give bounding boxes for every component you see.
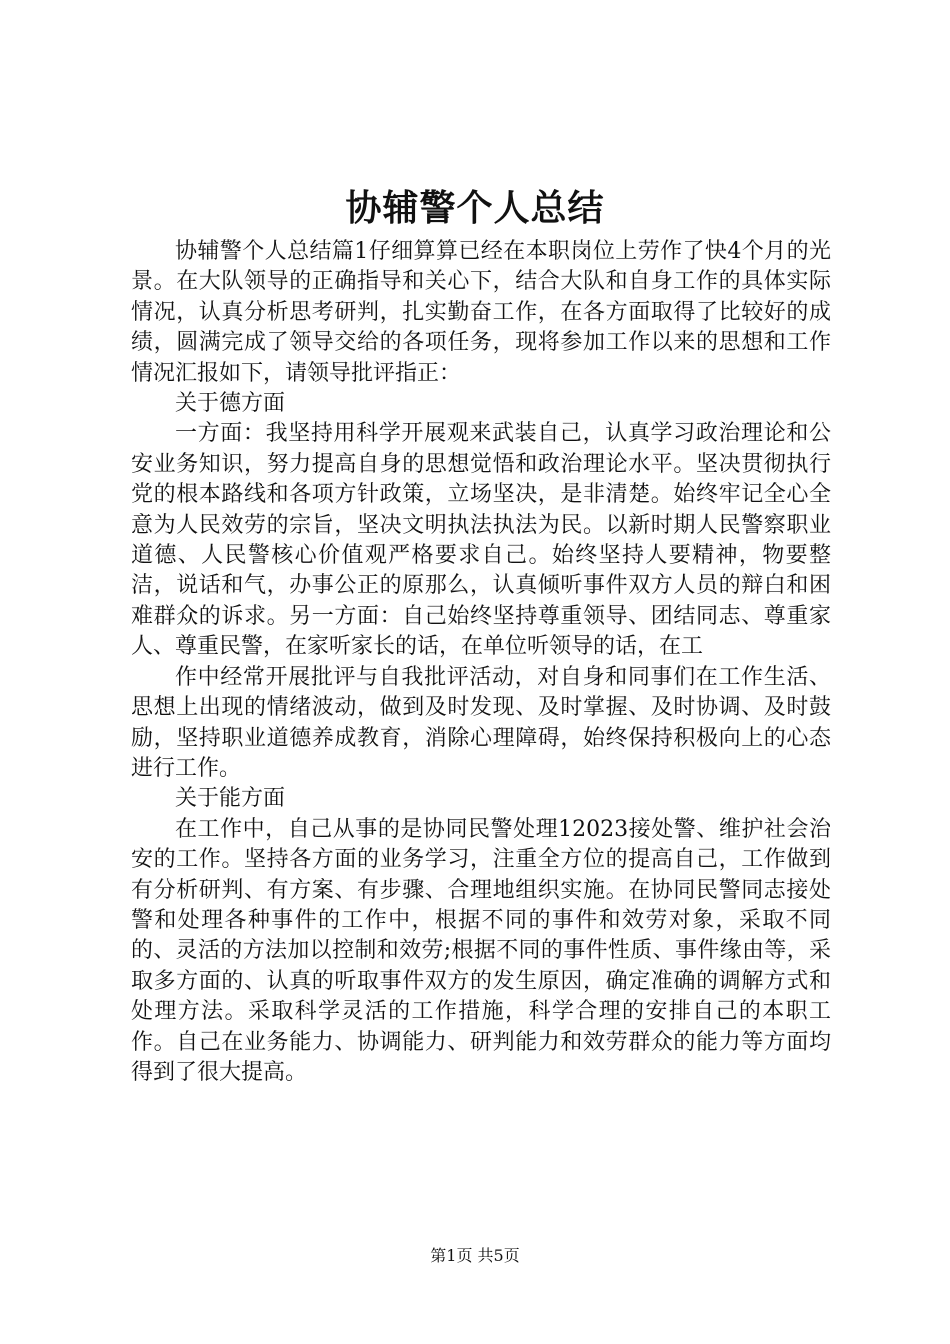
- virtue-paragraph-continued: 作中经常开展批评与自我批评活动，对自身和同事们在工作生活、思想上出现的情绪波动，做到及时发现、及时掌握、及时协调、及时鼓励，坚持职业道德养成教育，消除心理障碍，始终保持积极向上的心态进行工作。: [131, 664, 831, 781]
- document-body: [131, 237, 831, 1088]
- page-number: 第1页 共5页: [430, 1246, 520, 1265]
- ability-paragraph: 在工作中，自己从事的是协同民警处理12023接处警、维护社会治安的工作。坚持各方面的业务学习，注重全方位的提高自己，工作做到有分析研判、有方案、有步骤、合理地组织实施。在协同民警同志接处警和处理各种事件的工作中，根据不同的事件和效劳对象，采取不同的、灵活的方法加以控制和效劳;根据不同的事件性质、事件缘由等，采取多方面的、认真的听取事件双方的发生原因，确定准确的调解方式和处理方法。采取科学灵活的工作措施，科学合理的安排自己的本职工作。自己在业务能力、协调能力、研判能力和效劳群众的能力等方面均得到了很大提高。: [131, 816, 831, 1085]
- section-heading-ability: 关于能方面: [175, 786, 286, 812]
- intro-paragraph: 协辅警个人总结篇1仔细算算已经在本职岗位上劳作了快4个月的光景。在大队领导的正确指导和关心下，结合大队和自身工作的具体实际情况，认真分析思考研判，扎实勤奋工作，在各方面取得了比较好的成绩，圆满完成了领导交给的各项任务，现将参加工作以来的思想和工作情况汇报如下，请领导批评指正：: [131, 239, 831, 386]
- section-heading-virtue: 关于德方面: [175, 391, 286, 417]
- virtue-paragraph: 一方面：我坚持用科学开展观来武装自己，认真学习政治理论和公安业务知识，努力提高自身的思想觉悟和政治理论水平。坚决贯彻执行党的根本路线和各项方针政策，立场坚决，是非清楚。始终牢记全心全意为人民效劳的宗旨，坚决文明执法执法为民。以新时期人民警察职业道德、人民警核心价值观严格要求自己。始终坚持人要精神，物要整洁，说话和气，办事公正的原那么，认真倾听事件双方人员的辩白和困难群众的诉求。另一方面：自己始终坚持尊重领导、团结同志、尊重家人、尊重民警，在家听家长的话，在单位听领导的话，在工: [131, 421, 831, 660]
- document-title: 协辅警个人总结: [345, 187, 605, 229]
